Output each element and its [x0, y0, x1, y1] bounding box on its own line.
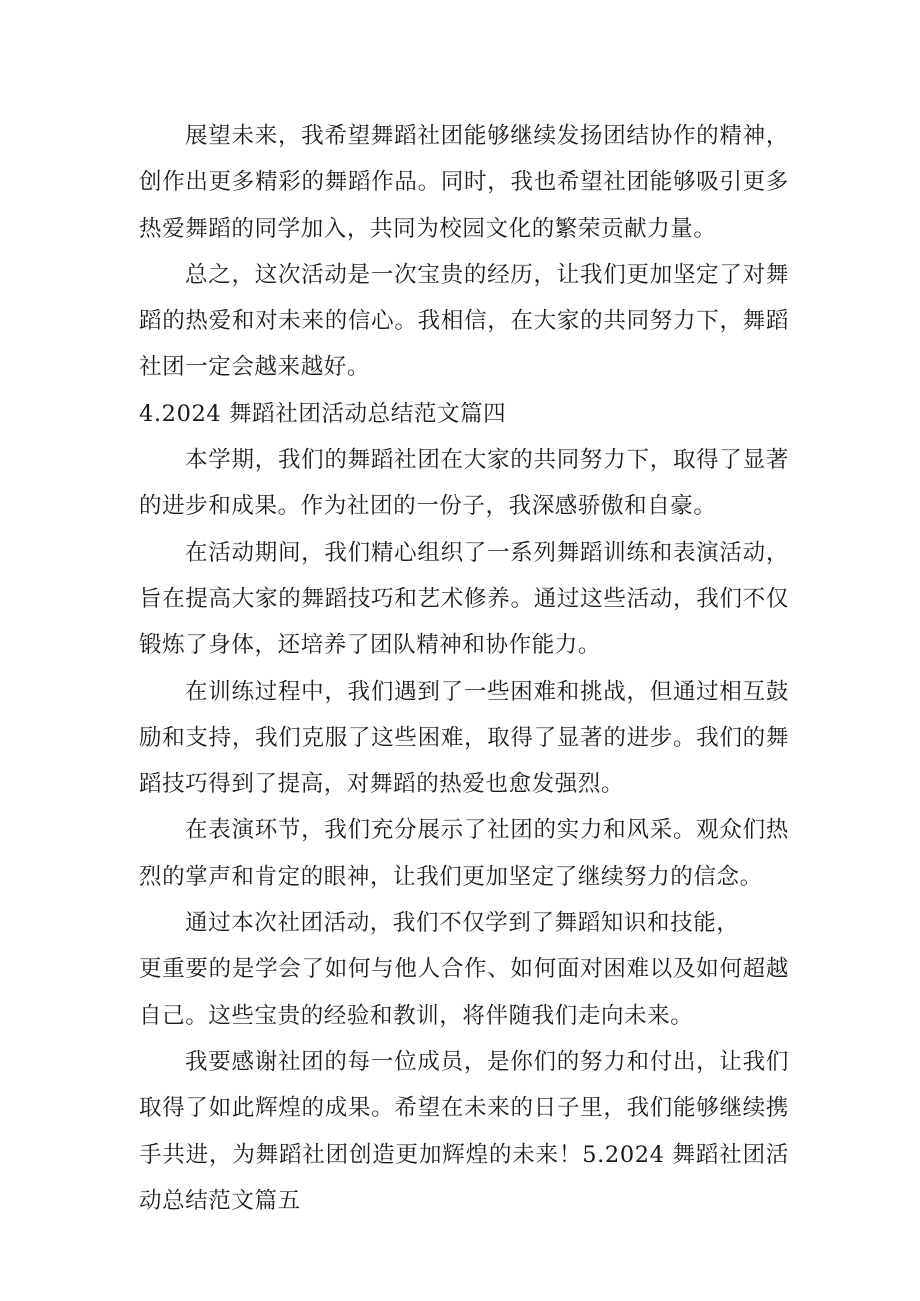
paragraph-lessons-rest: 更重要的是学会了如何与他人合作、如何面对困难以及如何超越自己。这些宝贵的经验和教训，将伴随我们走向未来。 — [139, 956, 789, 1029]
paragraph-activities: 在活动期间，我们精心组织了一系列舞蹈训练和表演活动，旨在提高大家的舞蹈技巧和艺术修养。通过这些活动，我们不仅锻炼了身体，还培养了团队精神和协作能力。 — [139, 539, 789, 659]
paragraph-conclusion: 总之，这次活动是一次宝贵的经历，让我们更加坚定了对舞蹈的热爱和对未来的信心。我相信，在大家的共同努力下，舞蹈社团一定会越来越好。 — [139, 261, 789, 381]
document-body — [139, 113, 789, 1224]
paragraph-training: 在训练过程中，我们遇到了一些困难和挑战，但通过相互鼓励和支持，我们克服了这些困难，取得了显著的进步。我们的舞蹈技巧得到了提高，对舞蹈的热爱也愈发强烈。 — [139, 678, 789, 798]
paragraph-semester-progress: 本学期，我们的舞蹈社团在大家的共同努力下，取得了显著的进步和成果。作为社团的一份子，我深感骄傲和自豪。 — [139, 447, 789, 520]
section-heading-part-four: 4.2024 舞蹈社团活动总结范文篇四 — [139, 400, 507, 427]
paragraph-looking-forward: 展望未来，我希望舞蹈社团能够继续发扬团结协作的精神，创作出更多精彩的舞蹈作品。同时，我也希望社团能够吸引更多热爱舞蹈的同学加入，共同为校园文化的繁荣贡献力量。 — [139, 123, 789, 242]
paragraph-lessons-first-line: 通过本次社团活动，我们不仅学到了舞蹈知识和技能， — [185, 910, 740, 937]
paragraph-lessons-learned — [139, 900, 789, 1039]
paragraph-performance: 在表演环节，我们充分展示了社团的实力和风采。观众们热烈的掌声和肯定的眼神，让我们更加坚定了继续努力的信念。 — [139, 817, 789, 890]
paragraph-thanks: 我要感谢社团的每一位成员，是你们的努力和付出，让我们取得了如此辉煌的成果。希望在未来的日子里，我们能够继续携手共进，为舞蹈社团创造更加辉煌的未来！5.2024 舞蹈社团活动总结范文篇五 — [139, 1048, 789, 1214]
